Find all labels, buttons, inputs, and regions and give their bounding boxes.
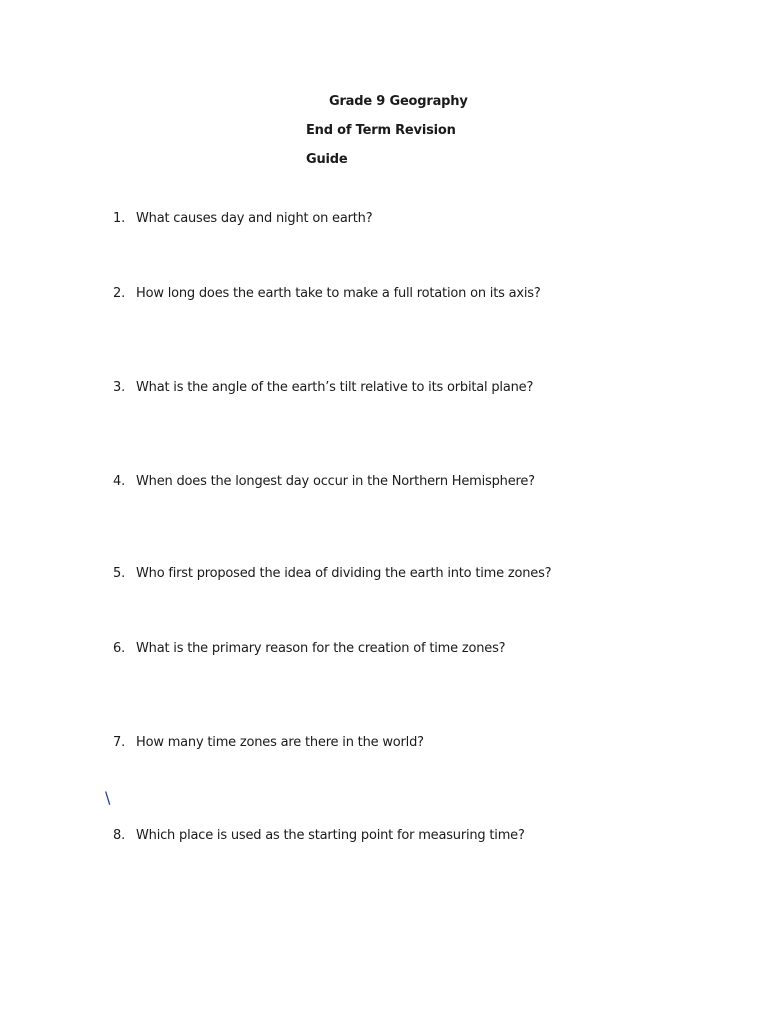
question-text: How long does the earth take to make a full rotation on its axis? — [136, 286, 541, 301]
question-text: What is the angle of the earth’s tilt relative to its orbital plane? — [136, 380, 534, 395]
question-item — [113, 286, 541, 301]
document-title: Grade 9 Geography — [329, 94, 468, 109]
question-item — [113, 828, 525, 843]
question-text: How many time zones are there in the world? — [136, 735, 424, 750]
question-text: Who first proposed the idea of dividing the earth into time zones? — [136, 566, 552, 581]
question-text: Which place is used as the starting point for measuring time? — [136, 828, 525, 843]
question-item — [113, 211, 372, 226]
question-number: 5. — [113, 566, 126, 581]
question-number: 6. — [113, 641, 126, 656]
question-number: 8. — [113, 828, 126, 843]
question-item — [113, 474, 535, 489]
question-number: 7. — [113, 735, 126, 750]
question-item — [113, 641, 505, 656]
question-number: 1. — [113, 211, 126, 226]
stray-backslash-mark: \ — [105, 788, 111, 807]
question-number: 3. — [113, 380, 126, 395]
question-item — [113, 566, 551, 581]
question-item — [113, 380, 533, 395]
question-number: 2. — [113, 286, 126, 301]
question-text: When does the longest day occur in the Northern Hemisphere? — [136, 474, 535, 489]
question-text: What is the primary reason for the creation of time zones? — [136, 641, 506, 656]
document-subtitle: End of Term Revision — [306, 123, 456, 138]
question-item — [113, 735, 424, 750]
document-subtitle-continued: Guide — [306, 152, 348, 167]
question-text: What causes day and night on earth? — [136, 211, 373, 226]
question-number: 4. — [113, 474, 126, 489]
